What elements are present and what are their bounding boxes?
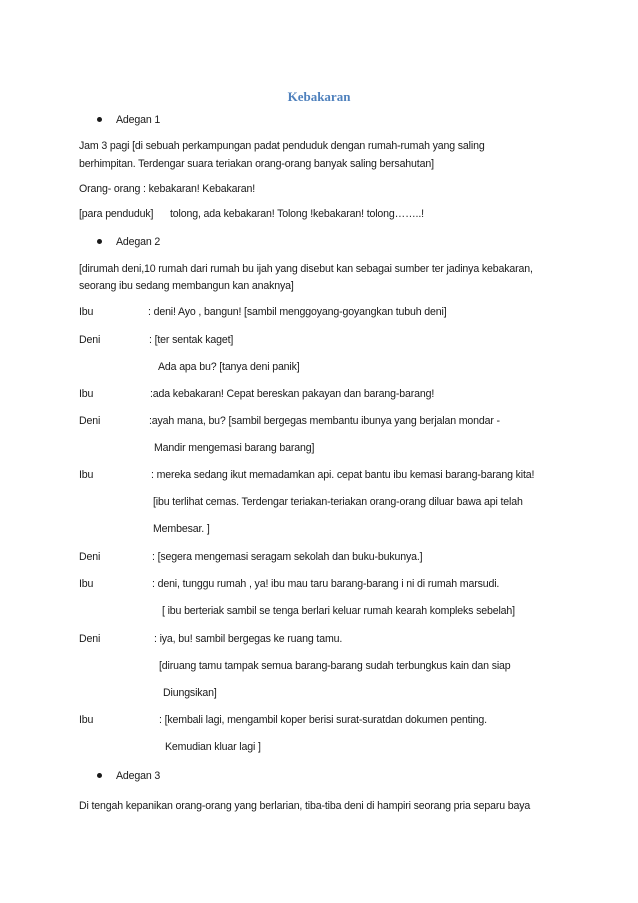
speaker-name: Deni (79, 633, 101, 645)
scene-heading-3: Adegan 3 (116, 770, 161, 782)
bullet-icon (97, 117, 102, 122)
bullet-icon (97, 239, 102, 244)
dialogue-text: : iya, bu! sambil bergegas ke ruang tamu. (154, 633, 343, 645)
paragraph-line: berhimpitan. Terdengar suara teriakan orang-orang banyak saling bersahutan] (79, 158, 434, 170)
speaker-name: Ibu (79, 469, 94, 481)
dialogue-continuation: Membesar. ] (153, 523, 210, 535)
dialogue-text: tolong, ada kebakaran! Tolong !kebakaran! tolong……..! (170, 208, 424, 220)
dialogue-text: : deni, tunggu rumah , ya! ibu mau taru barang-barang i ni di rumah marsudi. (152, 578, 500, 590)
dialogue-text: : [kembali lagi, mengambil koper berisi surat-suratdan dokumen penting. (159, 714, 487, 726)
paragraph-line: Di tengah kepanikan orang-orang yang berlarian, tiba-tiba deni di hampiri seorang pria separu baya (79, 800, 531, 812)
speaker-name: Ibu (79, 578, 94, 590)
dialogue-continuation: [diruang tamu tampak semua barang-barang sudah terbungkus kain dan siap (159, 660, 511, 672)
scene-heading-2: Adegan 2 (116, 236, 161, 248)
speaker-name: Deni (79, 334, 101, 346)
dialogue-continuation: [ibu terlihat cemas. Terdengar teriakan-teriakan orang-orang diluar bawa api telah (153, 496, 523, 508)
paragraph-line: Jam 3 pagi [di sebuah perkampungan padat penduduk dengan rumah-rumah yang saling (79, 140, 485, 152)
dialogue-text: :ayah mana, bu? [sambil bergegas membantu ibunya yang berjalan mondar - (149, 415, 500, 427)
dialogue-text: : [ter sentak kaget] (149, 334, 234, 346)
speaker-name: Ibu (79, 306, 94, 318)
dialogue-text: :ada kebakaran! Cepat bereskan pakayan dan barang-barang! (150, 388, 435, 400)
document-title: Kebakaran (287, 89, 351, 104)
speaker-name: Ibu (79, 714, 94, 726)
speaker-name: Deni (79, 415, 101, 427)
paragraph-line: seorang ibu sedang membangun kan anaknya] (79, 280, 294, 292)
dialogue-text: : mereka sedang ikut memadamkan api. cepat bantu ibu kemasi barang-barang kita! (151, 469, 535, 481)
paragraph-line: Orang- orang : kebakaran! Kebakaran! (79, 183, 255, 195)
dialogue-continuation: Kemudian kluar lagi ] (165, 741, 261, 753)
speaker-name: Deni (79, 551, 101, 563)
dialogue-text: : deni! Ayo , bangun! [sambil menggoyang-goyangkan tubuh deni] (148, 306, 447, 318)
dialogue-text: : [segera mengemasi seragam sekolah dan buku-bukunya.] (152, 551, 423, 563)
paragraph-line: [dirumah deni,10 rumah dari rumah bu ijah yang disebut kan sebagai sumber ter jadinya kebakaran, (79, 263, 533, 275)
scene-heading-1: Adegan 1 (116, 114, 161, 126)
dialogue-continuation: [ ibu berteriak sambil se tenga berlari keluar rumah kearah kompleks sebelah] (162, 605, 515, 617)
bullet-icon (97, 773, 102, 778)
dialogue-continuation: Ada apa bu? [tanya deni panik] (158, 361, 300, 373)
dialogue-continuation: Diungsikan] (163, 687, 217, 699)
speaker-name: Ibu (79, 388, 94, 400)
stage-direction: [para penduduk] (79, 208, 154, 220)
dialogue-continuation: Mandir mengemasi barang barang] (154, 442, 315, 454)
